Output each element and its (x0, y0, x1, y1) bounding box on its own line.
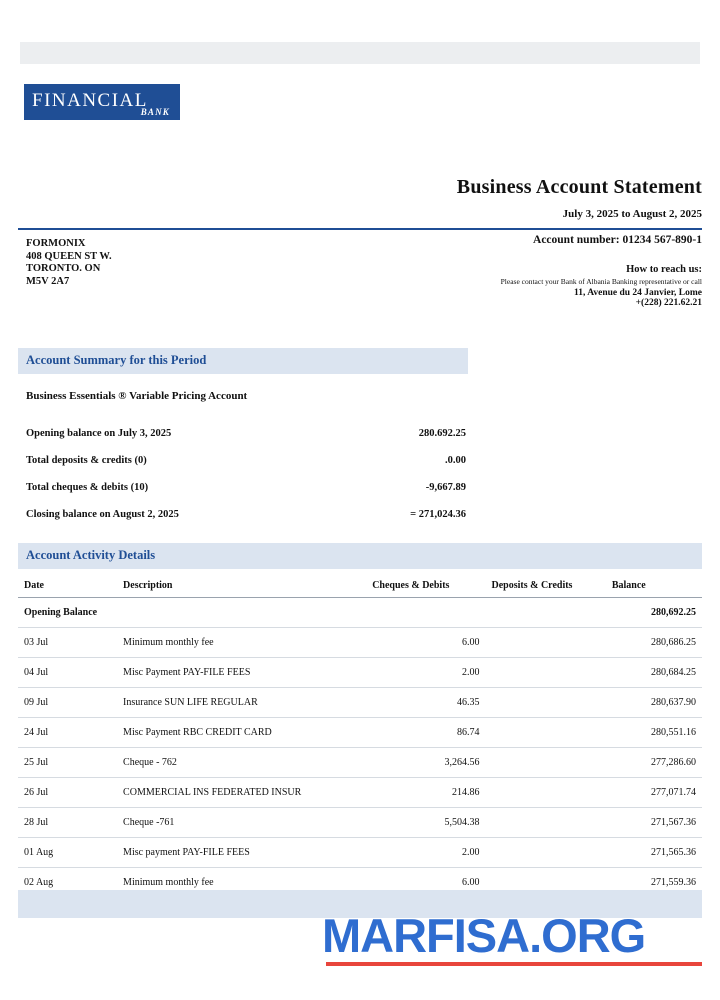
activity-table-body (18, 598, 702, 898)
summary-row-value: = 271,024.36 (410, 509, 466, 520)
cell-balance: 280,551.16 (606, 718, 702, 748)
account-summary-rows (26, 428, 466, 536)
cell-date: 03 Jul (18, 628, 117, 658)
watermark-tld: .ORG (529, 909, 646, 962)
column-header-description: Description (117, 576, 366, 598)
account-summary-band (18, 348, 468, 374)
contact-note: Please contact your Bank of Albania Banking representative or call (500, 277, 702, 286)
cell-balance: 271,565.36 (606, 838, 702, 868)
cell-date: 25 Jul (18, 748, 117, 778)
cell-description: Minimum monthly fee (117, 628, 366, 658)
customer-address (26, 238, 112, 288)
customer-name: FORMONIX (26, 238, 86, 249)
cell-date: 09 Jul (18, 688, 117, 718)
opening-balance-debit (366, 598, 485, 628)
watermark (322, 908, 645, 963)
summary-row (26, 455, 466, 482)
contact-address: 11, Avenue du 24 Janvier, Lome (574, 288, 702, 298)
cell-debit: 3,264.56 (366, 748, 485, 778)
summary-row (26, 482, 466, 509)
summary-row-label: Total deposits & credits (0) (26, 455, 147, 466)
account-summary-title: Account Summary for this Period (26, 353, 207, 367)
table-row (18, 718, 702, 748)
cell-debit: 6.00 (366, 628, 485, 658)
cell-description: COMMERCIAL INS FEDERATED INSUR (117, 778, 366, 808)
contact-phone: +(228) 221.62.21 (635, 298, 702, 308)
cell-balance: 280,686.25 (606, 628, 702, 658)
cell-description: Misc Payment RBC CREDIT CARD (117, 718, 366, 748)
cell-date: 01 Aug (18, 838, 117, 868)
page-title: Business Account Statement (456, 176, 702, 198)
summary-row-value: .0.00 (445, 455, 466, 466)
account-activity-title: Account Activity Details (26, 548, 156, 562)
cell-description: Cheque -761 (117, 808, 366, 838)
cell-balance: 280,637.90 (606, 688, 702, 718)
cell-debit: 5,504.38 (366, 808, 485, 838)
activity-table (18, 576, 702, 898)
cell-balance: 271,567.36 (606, 808, 702, 838)
summary-row-label: Closing balance on August 2, 2025 (26, 509, 179, 520)
summary-row-label: Opening balance on July 3, 2025 (26, 428, 172, 439)
contact-heading: How to reach us: (626, 264, 702, 275)
table-header-row (18, 576, 702, 598)
cell-credit (486, 778, 606, 808)
table-row (18, 628, 702, 658)
cell-debit: 6.00 (366, 868, 485, 898)
summary-row-value: -9,667.89 (425, 482, 466, 493)
customer-address-line3: M5V 2A7 (26, 275, 70, 287)
table-row (18, 748, 702, 778)
cell-debit: 86.74 (366, 718, 485, 748)
table-row (18, 808, 702, 838)
cell-description: Misc Payment PAY-FILE FEES (117, 658, 366, 688)
account-type-label: Business Essentials ® Variable Pricing Account (26, 390, 248, 402)
cell-description: Cheque - 762 (117, 748, 366, 778)
statement-period: July 3, 2025 to August 2, 2025 (562, 208, 702, 220)
cell-credit (486, 628, 606, 658)
cell-date: 28 Jul (18, 808, 117, 838)
cell-credit (486, 748, 606, 778)
cell-debit: 2.00 (366, 658, 485, 688)
opening-balance-row (18, 598, 702, 628)
cell-balance: 277,071.74 (606, 778, 702, 808)
account-number: Account number: 01234 567-890-1 (533, 234, 702, 246)
cell-balance: 280,684.25 (606, 658, 702, 688)
table-row (18, 658, 702, 688)
cell-credit (486, 838, 606, 868)
cell-description: Minimum monthly fee (117, 868, 366, 898)
cell-balance: 277,286.60 (606, 748, 702, 778)
summary-row-label: Total cheques & debits (10) (26, 482, 149, 493)
cell-date: 24 Jul (18, 718, 117, 748)
cell-credit (486, 688, 606, 718)
bank-logo (24, 84, 180, 120)
bank-logo-main-text: FINANCIAL (32, 90, 148, 111)
contact-block (501, 264, 702, 308)
cell-credit (486, 658, 606, 688)
summary-row (26, 428, 466, 455)
watermark-underline (326, 962, 702, 966)
cell-credit (486, 718, 606, 748)
summary-row (26, 509, 466, 536)
cell-debit: 214.86 (366, 778, 485, 808)
opening-balance-label: Opening Balance (18, 598, 117, 628)
header-divider (18, 228, 702, 230)
column-header-date: Date (18, 576, 117, 598)
cell-date: 04 Jul (18, 658, 117, 688)
account-activity-band (18, 543, 702, 569)
summary-row-value: 280.692.25 (418, 428, 466, 439)
table-row (18, 688, 702, 718)
cell-debit: 46.35 (366, 688, 485, 718)
page-top-strip (20, 42, 700, 64)
column-header-cheques-debits: Cheques & Debits (366, 576, 485, 598)
cell-debit: 2.00 (366, 838, 485, 868)
watermark-main: MARFISA (322, 909, 530, 962)
cell-date: 26 Jul (18, 778, 117, 808)
customer-address-line1: 408 QUEEN ST W. (26, 250, 112, 262)
cell-date: 02 Aug (18, 868, 117, 898)
opening-balance-desc (117, 598, 366, 628)
cell-credit (486, 808, 606, 838)
table-row (18, 778, 702, 808)
bank-logo-sub-text: BANK (140, 107, 170, 117)
customer-address-line2: TORONTO. ON (26, 263, 101, 274)
table-row (18, 838, 702, 868)
column-header-deposits-credits: Deposits & Credits (486, 576, 606, 598)
column-header-balance: Balance (606, 576, 702, 598)
cell-description: Insurance SUN LIFE REGULAR (117, 688, 366, 718)
opening-balance-credit (486, 598, 606, 628)
cell-balance: 271,559.36 (606, 868, 702, 898)
cell-description: Misc payment PAY-FILE FEES (117, 838, 366, 868)
opening-balance-amount: 280,692.25 (606, 598, 702, 628)
